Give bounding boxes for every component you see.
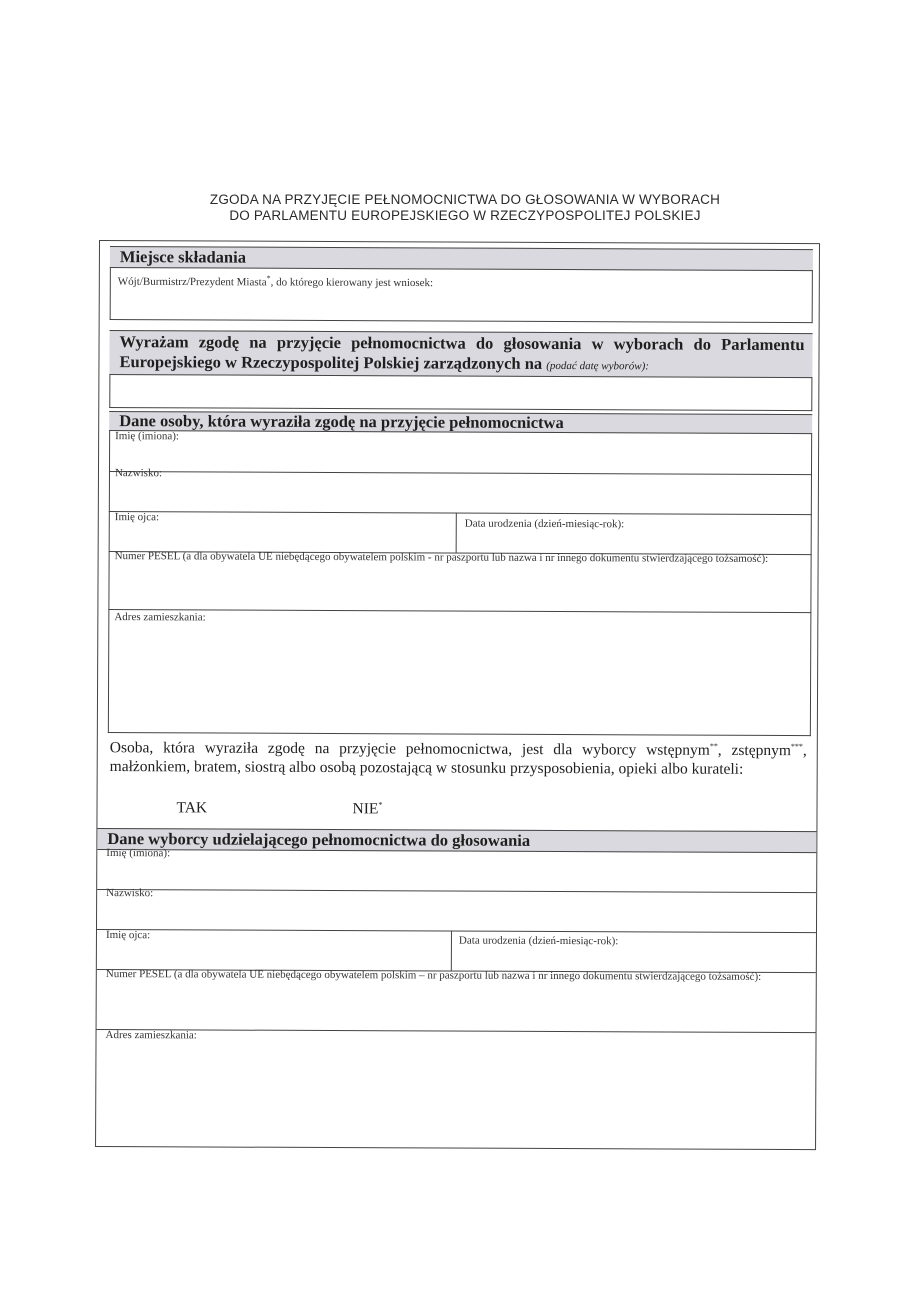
relation-text-c: , małżonkiem, bratem, siostrą albo osobą pozostającą w stosunku przysposobienia, opieki albo kurateli: bbox=[109, 742, 807, 778]
proxy-surname-label: Nazwisko: bbox=[114, 467, 163, 480]
option-yes[interactable]: TAK bbox=[176, 799, 208, 817]
consent-header-text: Wyrażam zgodę na przyjęcie pełnomocnictwa do głosowania w wyborach do Parlamentu Europejskiego w Rzeczypospolitej Polskiej zarządzonych na bbox=[119, 332, 805, 373]
voter-surname-input[interactable] bbox=[106, 903, 806, 930]
voter-first-name-input[interactable] bbox=[106, 863, 806, 890]
section-header-proxy-person: Dane osoby, która wyraziła zgodę na przyjęcie pełnomocnictwa bbox=[109, 411, 812, 434]
office-label-suffix: , do którego kierowany jest wniosek: bbox=[270, 276, 434, 290]
title-line-2: DO PARLAMENTU EUROPEJSKIEGO W RZECZYPOSPOLITEJ POLSKIEJ bbox=[229, 208, 701, 223]
office-label-text: Wójt/Burmistrz/Prezydent Miasta bbox=[117, 275, 267, 289]
section-header-voter: Dane wyborcy udzielającego pełnomocnictwa do głosowania bbox=[97, 828, 816, 853]
relation-statement bbox=[110, 734, 807, 779]
proxy-address-input[interactable] bbox=[114, 629, 804, 727]
footnote-marker: *** bbox=[790, 742, 803, 752]
proxy-father-name-label: Imię ojca: bbox=[114, 511, 160, 524]
footnote-marker: * bbox=[266, 273, 271, 283]
divider bbox=[451, 931, 452, 971]
divider bbox=[456, 513, 457, 553]
section-header-submission-place: Miejsce składania bbox=[110, 246, 813, 271]
voter-birth-date-label: Data urodzenia (dzień-miesiąc-rok): bbox=[458, 934, 619, 948]
section-header-consent bbox=[109, 330, 812, 378]
footnote-marker: ** bbox=[709, 741, 718, 751]
document-title bbox=[160, 192, 770, 224]
proxy-first-name-input[interactable] bbox=[115, 445, 805, 472]
proxy-surname-input[interactable] bbox=[115, 485, 805, 512]
proxy-address-label: Adres zamieszkania: bbox=[114, 611, 206, 624]
voter-address-label: Adres zamieszkania: bbox=[105, 1029, 197, 1042]
title-line-1: ZGODA NA PRZYJĘCIE PEŁNOMOCNICTWA DO GŁOSOWANIA W WYBORACH bbox=[209, 192, 721, 207]
proxy-pesel-label: Numer PESEL (a dla obywatela UE niebędącego obywatelem polskim - nr paszportu lub nazwa i nr innego dokumentu stwierdzającego tożsamość): bbox=[114, 550, 769, 565]
office-field-label bbox=[118, 273, 433, 289]
proxy-birth-date-label: Data urodzenia (dzień-miesiąc-rok): bbox=[464, 517, 625, 531]
consent-date-hint: (podać datę wyborów): bbox=[546, 359, 649, 373]
option-no[interactable] bbox=[352, 800, 382, 818]
divider bbox=[97, 1029, 816, 1033]
voter-pesel-label: Numer PESEL (a dla obywatela UE niebędącego obywatelem polskim – nr paszportu lub nazwa i nr innego dokumentu stwierdzającego tożsamość): bbox=[105, 968, 762, 983]
voter-surname-label: Nazwisko: bbox=[106, 887, 154, 900]
proxy-first-name-label: Imię (imiona): bbox=[115, 430, 180, 443]
relation-text-a: Osoba, która wyraziła zgodę na przyjęcie pełnomocnictwa, jest dla wyborcy wstępnym bbox=[109, 739, 710, 759]
office-field-input[interactable] bbox=[118, 291, 808, 318]
consent-form bbox=[95, 240, 820, 1150]
footnote-marker: * bbox=[378, 800, 383, 810]
option-no-label: NIE bbox=[352, 800, 379, 818]
voter-address-input[interactable] bbox=[105, 1047, 805, 1140]
voter-father-name-label: Imię ojca: bbox=[105, 929, 151, 942]
relation-text-b: , zstępnym bbox=[717, 741, 791, 760]
voter-first-name-label: Imię (imiona): bbox=[106, 847, 171, 860]
election-date-input[interactable] bbox=[109, 374, 812, 411]
